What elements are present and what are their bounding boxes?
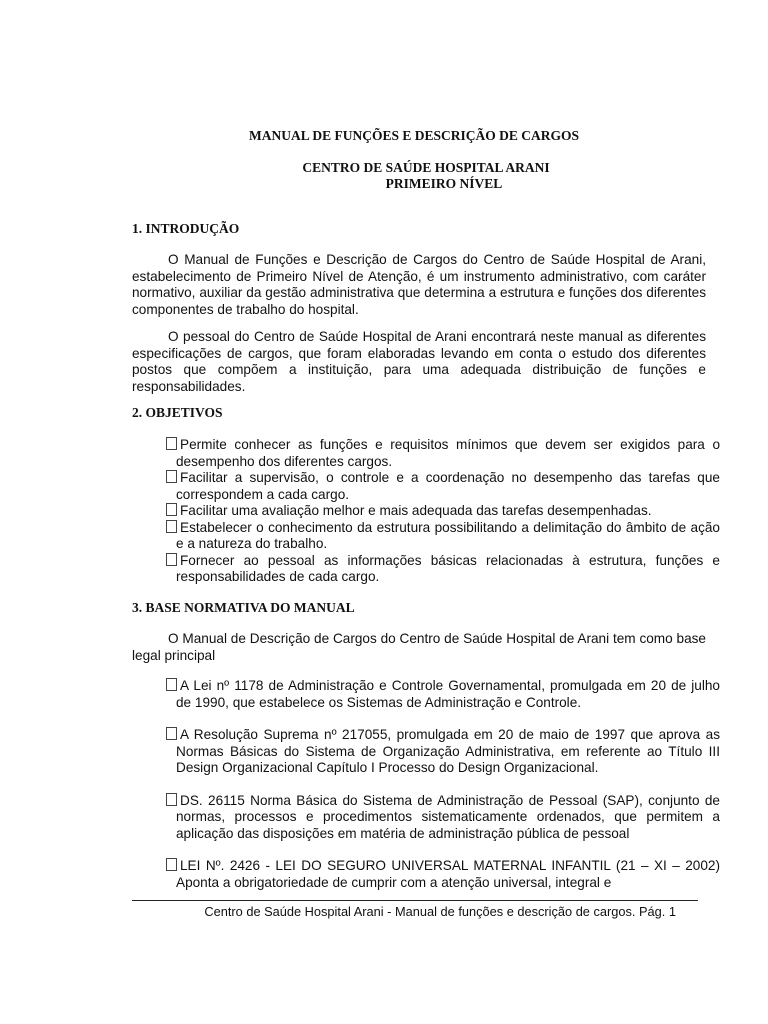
list-item-text: Estabelecer o conhecimento da estrutura possibilitando a delimitação do âmbito de ação e a natureza do trabalho. <box>176 519 720 551</box>
intro-paragraph-1 <box>132 252 706 318</box>
bullet-box-icon <box>166 503 177 516</box>
bullet-box-icon <box>166 553 177 566</box>
objectives-list <box>154 437 720 586</box>
page-footer: Centro de Saúde Hospital Arani - Manual de funções e descrição de cargos. Pág. 1 <box>204 904 676 919</box>
bullet-box-icon <box>166 520 177 533</box>
list-item-text: LEI Nº. 2426 - LEI DO SEGURO UNIVERSAL MATERNAL INFANTIL (21 – XI – 2002) Aponta a obrigatoriedade de cumprir com a atenção universal, integral e <box>176 858 720 890</box>
list-item-text: DS. 26115 Norma Básica do Sistema de Administração de Pessoal (SAP), conjunto de normas, processos e procedimentos sistematicamente ordenados, que permitem a aplicação das disposições em matéria de administração pública de pessoal <box>176 792 720 841</box>
bullet-box-icon <box>166 678 177 691</box>
document-subtitle-hospital: CENTRO DE SAÚDE HOSPITAL ARANI <box>302 160 550 175</box>
list-item-text: Permite conhecer as funções e requisitos mínimos que devem ser exigidos para o desempenho dos diferentes cargos. <box>176 437 720 469</box>
list-item <box>154 727 720 777</box>
bullet-box-icon <box>166 437 177 450</box>
base-paragraph-text: O Manual de Descrição de Cargos do Centro de Saúde Hospital de Arani tem como base legal principal <box>132 631 706 663</box>
list-item <box>154 858 720 891</box>
intro-paragraph-2 <box>132 329 706 395</box>
list-item <box>154 520 720 553</box>
section-heading-introducao: 1. INTRODUÇÃO <box>132 221 240 236</box>
base-paragraph <box>132 631 706 664</box>
bullet-box-icon <box>166 727 177 740</box>
list-item-text: A Resolução Suprema nº 217055, promulgada em 20 de maio de 1997 que aprova as Normas Básicas do Sistema de Organização Administrativa, em referente ao Título III Design Organizacional Capítulo I Processo do Design Organizacional. <box>176 727 720 775</box>
list-item <box>154 437 720 470</box>
footer-divider <box>132 900 698 901</box>
list-item <box>154 793 720 843</box>
list-item-text: Fornecer ao pessoal as informações básicas relacionadas à estrutura, funções e responsabilidades de cada cargo. <box>176 552 720 584</box>
list-item <box>154 503 720 520</box>
bullet-box-icon <box>166 470 177 483</box>
bullet-box-icon <box>166 793 177 806</box>
list-item <box>154 470 720 503</box>
list-item-text: Facilitar a supervisão, o controle e a coordenação no desempenho das tarefas que correspondem a cada cargo. <box>176 470 720 502</box>
document-subtitle-level: PRIMEIRO NÍVEL <box>385 176 503 191</box>
document-title: MANUAL DE FUNÇÕES E DESCRIÇÃO DE CARGOS <box>248 128 580 143</box>
section-heading-objetivos: 2. OBJETIVOS <box>132 405 223 420</box>
list-item-text: Facilitar uma avaliação melhor e mais adequada das tarefas desempenhadas. <box>180 503 652 518</box>
section-heading-base-normativa: 3. BASE NORMATIVA DO MANUAL <box>132 600 355 615</box>
legal-basis-list <box>154 678 720 891</box>
intro-paragraph-2-text: O pessoal do Centro de Saúde Hospital de Arani encontrará neste manual as diferentes especificações de cargos, que foram elaboradas levando em conta o estudo dos diferentes postos que compõem a instituição, para uma adequada distribuição de funções e responsabilidades. <box>132 329 706 394</box>
intro-paragraph-1-text: O Manual de Funções e Descrição de Cargos do Centro de Saúde Hospital de Arani, estabelecimento de Primeiro Nível de Atenção, é um instrumento administrativo, com caráter normativo, auxiliar da gestão administrativa que determina a estrutura e funções dos diferentes componentes de trabalho do hospital. <box>132 252 706 317</box>
list-item-text: A Lei nº 1178 de Administração e Controle Governamental, promulgada em 20 de julho de 1990, que estabelece os Sistemas de Administração e Controle. <box>176 678 720 710</box>
list-item <box>154 553 720 586</box>
bullet-box-icon <box>166 858 177 871</box>
list-item <box>154 678 720 711</box>
